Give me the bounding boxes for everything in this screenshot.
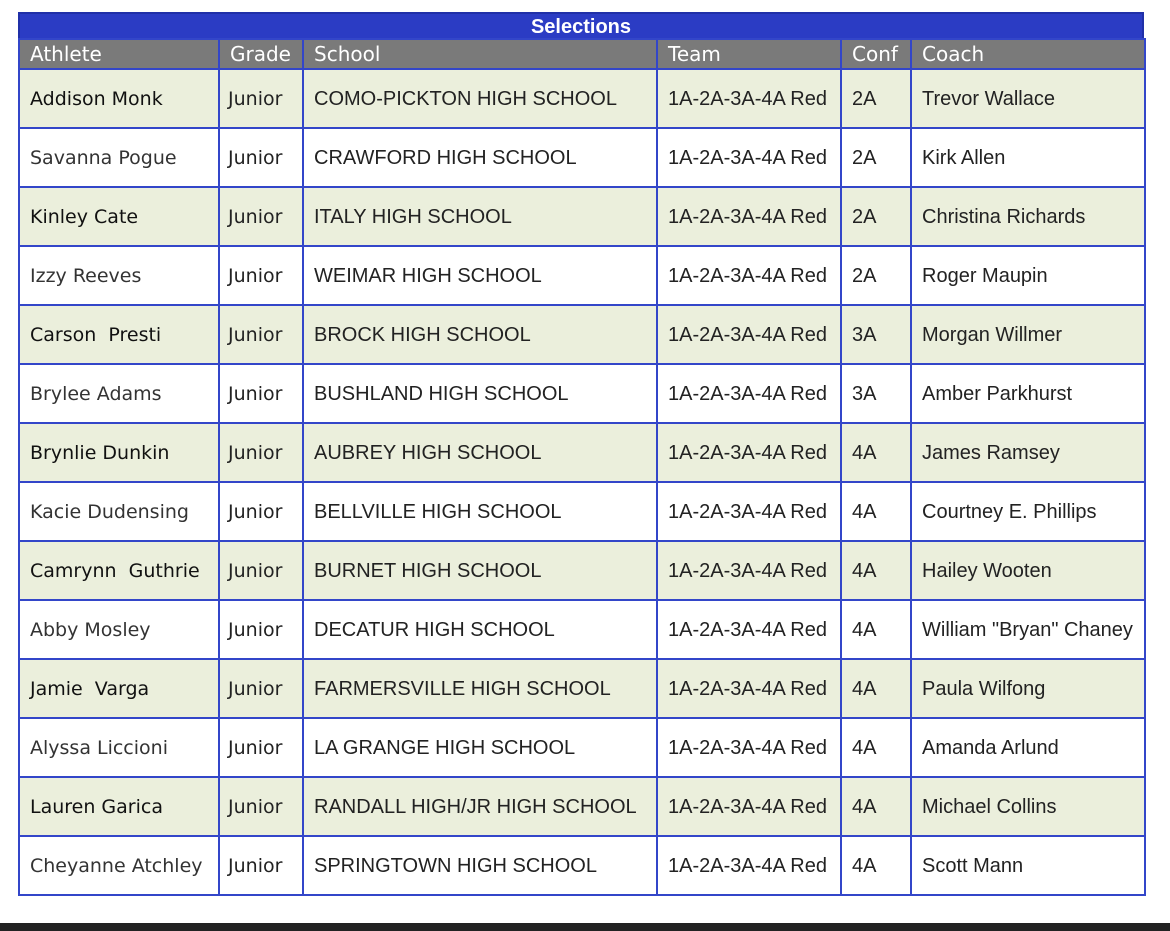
cell-team: 1A-2A-3A-4A Red xyxy=(657,246,841,305)
cell-athlete: Izzy Reeves xyxy=(19,246,219,305)
cell-school: WEIMAR HIGH SCHOOL xyxy=(303,246,657,305)
bottom-divider xyxy=(0,923,1170,931)
cell-conf: 4A xyxy=(841,600,911,659)
cell-team: 1A-2A-3A-4A Red xyxy=(657,128,841,187)
column-header-team: Team xyxy=(657,39,841,69)
cell-team: 1A-2A-3A-4A Red xyxy=(657,659,841,718)
table-row xyxy=(19,777,1145,836)
cell-grade: Junior xyxy=(219,128,303,187)
cell-grade: Junior xyxy=(219,541,303,600)
cell-school: COMO-PICKTON HIGH SCHOOL xyxy=(303,69,657,128)
cell-team: 1A-2A-3A-4A Red xyxy=(657,423,841,482)
cell-coach: Paula Wilfong xyxy=(911,659,1145,718)
cell-team: 1A-2A-3A-4A Red xyxy=(657,305,841,364)
cell-conf: 3A xyxy=(841,305,911,364)
cell-grade: Junior xyxy=(219,659,303,718)
table-row xyxy=(19,187,1145,246)
cell-grade: Junior xyxy=(219,482,303,541)
table-row xyxy=(19,69,1145,128)
selections-table xyxy=(18,38,1146,896)
column-header-coach: Coach xyxy=(911,39,1145,69)
cell-school: BROCK HIGH SCHOOL xyxy=(303,305,657,364)
header-row xyxy=(19,39,1145,69)
cell-athlete: Lauren Garica xyxy=(19,777,219,836)
table-row xyxy=(19,718,1145,777)
column-header-athlete: Athlete xyxy=(19,39,219,69)
cell-school: CRAWFORD HIGH SCHOOL xyxy=(303,128,657,187)
column-header-school: School xyxy=(303,39,657,69)
cell-team: 1A-2A-3A-4A Red xyxy=(657,69,841,128)
cell-conf: 2A xyxy=(841,128,911,187)
cell-conf: 2A xyxy=(841,187,911,246)
cell-school: SPRINGTOWN HIGH SCHOOL xyxy=(303,836,657,895)
cell-grade: Junior xyxy=(219,777,303,836)
table-row xyxy=(19,423,1145,482)
cell-grade: Junior xyxy=(219,305,303,364)
cell-school: BELLVILLE HIGH SCHOOL xyxy=(303,482,657,541)
cell-coach: Scott Mann xyxy=(911,836,1145,895)
cell-coach: William "Bryan" Chaney xyxy=(911,600,1145,659)
cell-athlete: Camrynn Guthrie xyxy=(19,541,219,600)
cell-conf: 2A xyxy=(841,69,911,128)
table-row xyxy=(19,128,1145,187)
cell-school: RANDALL HIGH/JR HIGH SCHOOL xyxy=(303,777,657,836)
cell-coach: Amber Parkhurst xyxy=(911,364,1145,423)
cell-team: 1A-2A-3A-4A Red xyxy=(657,482,841,541)
table-row xyxy=(19,659,1145,718)
table-body xyxy=(19,69,1145,895)
cell-conf: 2A xyxy=(841,246,911,305)
cell-athlete: Cheyanne Atchley xyxy=(19,836,219,895)
cell-athlete: Jamie Varga xyxy=(19,659,219,718)
cell-athlete: Alyssa Liccioni xyxy=(19,718,219,777)
table-row xyxy=(19,246,1145,305)
cell-coach: James Ramsey xyxy=(911,423,1145,482)
cell-grade: Junior xyxy=(219,423,303,482)
cell-athlete: Kinley Cate xyxy=(19,187,219,246)
table-row xyxy=(19,541,1145,600)
column-header-conf: Conf xyxy=(841,39,911,69)
table-row xyxy=(19,600,1145,659)
cell-coach: Courtney E. Phillips xyxy=(911,482,1145,541)
table-row xyxy=(19,364,1145,423)
cell-athlete: Abby Mosley xyxy=(19,600,219,659)
cell-grade: Junior xyxy=(219,69,303,128)
cell-conf: 4A xyxy=(841,777,911,836)
table-row xyxy=(19,482,1145,541)
cell-team: 1A-2A-3A-4A Red xyxy=(657,541,841,600)
cell-conf: 4A xyxy=(841,482,911,541)
cell-athlete: Brynlie Dunkin xyxy=(19,423,219,482)
cell-school: ITALY HIGH SCHOOL xyxy=(303,187,657,246)
cell-team: 1A-2A-3A-4A Red xyxy=(657,836,841,895)
cell-school: BUSHLAND HIGH SCHOOL xyxy=(303,364,657,423)
table-title: Selections xyxy=(18,12,1144,38)
cell-coach: Kirk Allen xyxy=(911,128,1145,187)
cell-coach: Trevor Wallace xyxy=(911,69,1145,128)
cell-school: FARMERSVILLE HIGH SCHOOL xyxy=(303,659,657,718)
cell-grade: Junior xyxy=(219,836,303,895)
cell-conf: 4A xyxy=(841,659,911,718)
cell-conf: 4A xyxy=(841,718,911,777)
cell-team: 1A-2A-3A-4A Red xyxy=(657,187,841,246)
table-row xyxy=(19,305,1145,364)
cell-athlete: Savanna Pogue xyxy=(19,128,219,187)
cell-team: 1A-2A-3A-4A Red xyxy=(657,777,841,836)
cell-team: 1A-2A-3A-4A Red xyxy=(657,364,841,423)
cell-school: AUBREY HIGH SCHOOL xyxy=(303,423,657,482)
cell-coach: Christina Richards xyxy=(911,187,1145,246)
cell-conf: 4A xyxy=(841,541,911,600)
column-header-grade: Grade xyxy=(219,39,303,69)
selections-table-frame xyxy=(18,12,1144,896)
cell-conf: 3A xyxy=(841,364,911,423)
cell-team: 1A-2A-3A-4A Red xyxy=(657,718,841,777)
cell-grade: Junior xyxy=(219,600,303,659)
cell-grade: Junior xyxy=(219,718,303,777)
cell-conf: 4A xyxy=(841,836,911,895)
table-row xyxy=(19,836,1145,895)
cell-team: 1A-2A-3A-4A Red xyxy=(657,600,841,659)
cell-athlete: Brylee Adams xyxy=(19,364,219,423)
cell-coach: Roger Maupin xyxy=(911,246,1145,305)
cell-athlete: Carson Presti xyxy=(19,305,219,364)
cell-coach: Morgan Willmer xyxy=(911,305,1145,364)
cell-conf: 4A xyxy=(841,423,911,482)
cell-athlete: Kacie Dudensing xyxy=(19,482,219,541)
cell-school: LA GRANGE HIGH SCHOOL xyxy=(303,718,657,777)
cell-grade: Junior xyxy=(219,187,303,246)
cell-coach: Hailey Wooten xyxy=(911,541,1145,600)
cell-athlete: Addison Monk xyxy=(19,69,219,128)
cell-coach: Amanda Arlund xyxy=(911,718,1145,777)
cell-grade: Junior xyxy=(219,364,303,423)
cell-school: BURNET HIGH SCHOOL xyxy=(303,541,657,600)
cell-grade: Junior xyxy=(219,246,303,305)
cell-coach: Michael Collins xyxy=(911,777,1145,836)
cell-school: DECATUR HIGH SCHOOL xyxy=(303,600,657,659)
